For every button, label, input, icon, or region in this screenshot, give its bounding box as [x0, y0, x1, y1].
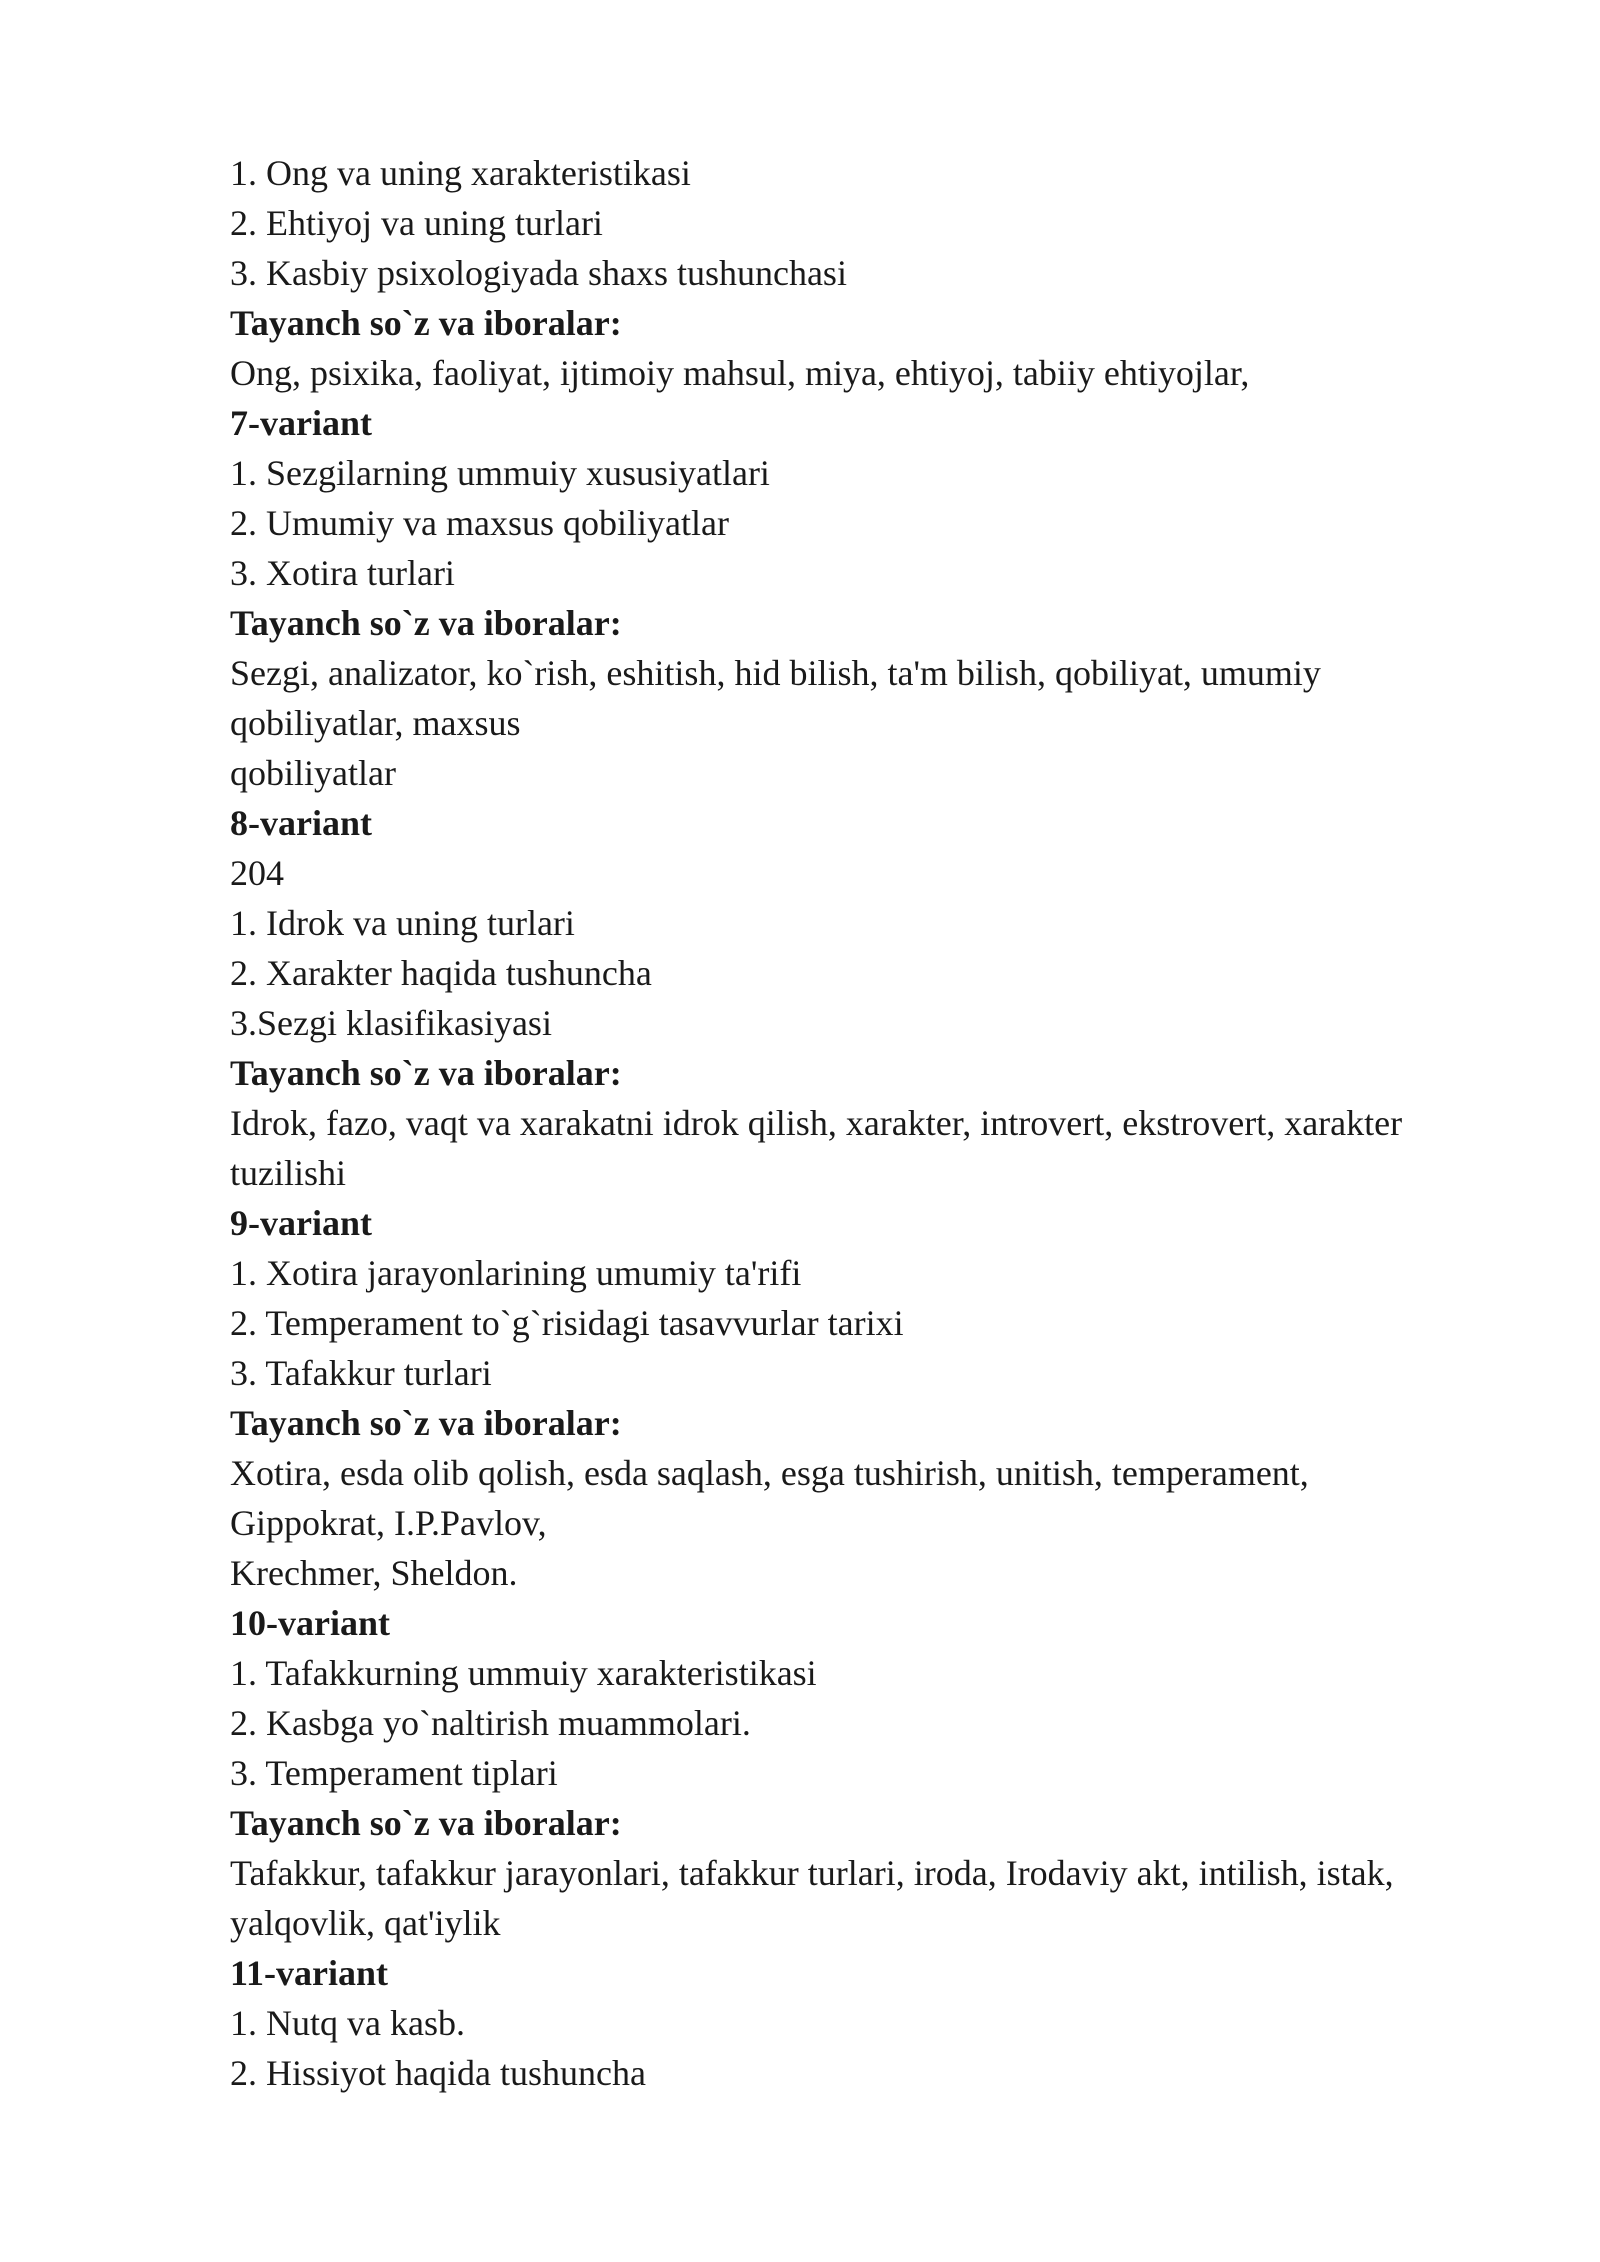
text-line: Tafakkur, tafakkur jarayonlari, tafakkur turlari, iroda, Irodaviy akt, intilish, istak, — [230, 1853, 1394, 1893]
question-item: 3. Kasbiy psixologiyada shaxs tushunchasi — [230, 253, 847, 293]
text-line: yalqovlik, qat'iylik — [230, 1903, 501, 1943]
question-item: 2. Kasbga yo`naltirish muammolari. — [230, 1703, 751, 1743]
page-number: 204 — [230, 853, 284, 893]
keywords-heading: Tayanch so`z va iboralar: — [230, 1803, 622, 1843]
variant-heading: 10-variant — [230, 1603, 390, 1643]
keywords-heading: Tayanch so`z va iboralar: — [230, 1403, 622, 1443]
question-item: 1. Tafakkurning ummuiy xarakteristikasi — [230, 1653, 817, 1693]
variant-heading: 8-variant — [230, 803, 372, 843]
text-line: qobiliyatlar — [230, 753, 396, 793]
text-line: tuzilishi — [230, 1153, 346, 1193]
keywords-heading: Tayanch so`z va iboralar: — [230, 303, 622, 343]
variant-heading: 11-variant — [230, 1953, 388, 1993]
question-item: 2. Ehtiyoj va uning turlari — [230, 203, 603, 243]
text-line: Idrok, fazo, vaqt va xarakatni idrok qilish, xarakter, introvert, ekstrovert, xarakter — [230, 1103, 1403, 1143]
question-item: 3.Sezgi klasifikasiyasi — [230, 1003, 552, 1043]
keywords-heading: Tayanch so`z va iboralar: — [230, 1053, 622, 1093]
question-item: 3. Xotira turlari — [230, 553, 455, 593]
question-item: 1. Ong va uning xarakteristikasi — [230, 153, 691, 193]
question-item: 1. Idrok va uning turlari — [230, 903, 575, 943]
variant-heading: 7-variant — [230, 403, 372, 443]
text-line: Xotira, esda olib qolish, esda saqlash, esga tushirish, unitish, temperament, — [230, 1453, 1309, 1493]
question-item: 2. Xarakter haqida tushuncha — [230, 953, 652, 993]
text-line: Krechmer, Sheldon. — [230, 1553, 518, 1593]
question-item: 3. Tafakkur turlari — [230, 1353, 492, 1393]
question-item: 1. Xotira jarayonlarining umumiy ta'rifi — [230, 1253, 802, 1293]
question-item: 3. Temperament tiplari — [230, 1753, 558, 1793]
text-line: Sezgi, analizator, ko`rish, eshitish, hid bilish, ta'm bilish, qobiliyat, umumiy — [230, 653, 1321, 693]
text-line: Ong, psixika, faoliyat, ijtimoiy mahsul, miya, ehtiyoj, tabiiy ehtiyojlar, — [230, 353, 1250, 393]
document-body — [230, 148, 1490, 2098]
text-line: qobiliyatlar, maxsus — [230, 703, 521, 743]
variant-heading: 9-variant — [230, 1203, 372, 1243]
keywords-heading: Tayanch so`z va iboralar: — [230, 603, 622, 643]
question-item: 2. Hissiyot haqida tushuncha — [230, 2053, 646, 2093]
text-line: Gippokrat, I.P.Pavlov, — [230, 1503, 547, 1543]
question-item: 1. Sezgilarning ummuiy xususiyatlari — [230, 453, 770, 493]
question-item: 2. Temperament to`g`risidagi tasavvurlar tarixi — [230, 1303, 904, 1343]
question-item: 2. Umumiy va maxsus qobiliyatlar — [230, 503, 729, 543]
question-item: 1. Nutq va kasb. — [230, 2003, 465, 2043]
